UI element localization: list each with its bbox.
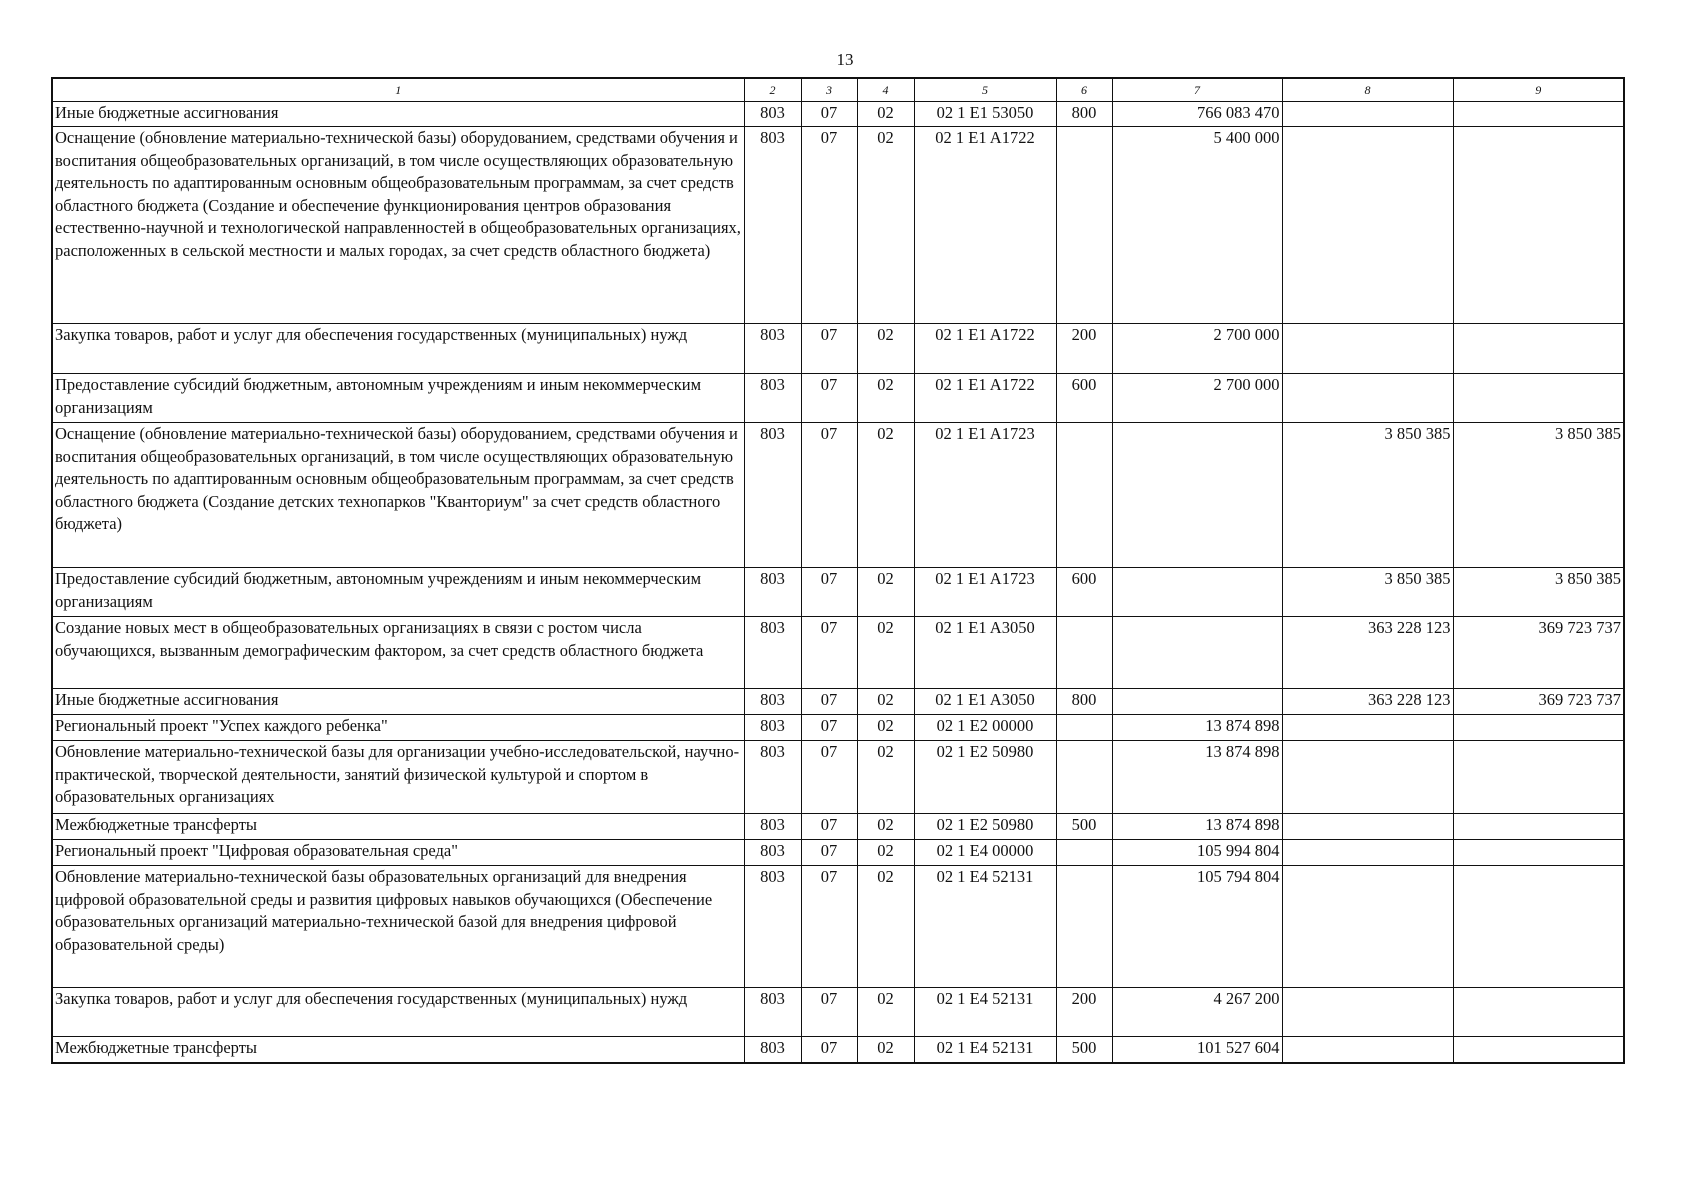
subsection-code: 02 — [857, 374, 914, 423]
target-article-code: 02 1 E2 00000 — [914, 715, 1056, 741]
table-row — [52, 102, 1624, 127]
column-header: 5 — [914, 78, 1056, 102]
table-header — [52, 78, 1624, 102]
section-code: 07 — [801, 568, 857, 617]
amount-col7: 13 874 898 — [1112, 715, 1282, 741]
table-row — [52, 127, 1624, 324]
subsection-code: 02 — [857, 617, 914, 689]
column-header: 7 — [1112, 78, 1282, 102]
amount-col8: 363 228 123 — [1282, 689, 1453, 715]
section-code: 07 — [801, 423, 857, 568]
amount-col7: 13 874 898 — [1112, 814, 1282, 840]
expense-type-code — [1056, 741, 1112, 814]
amount-col7: 2 700 000 — [1112, 324, 1282, 374]
target-article-code: 02 1 E1 A1722 — [914, 127, 1056, 324]
row-description: Оснащение (обновление материально-технической базы) оборудованием, средствами обучения и воспитания общеобразовательных организаций, в том числе осуществляющих образовательную деятельность по адаптированным основным общеобразовательным программам, за счет средств областного бюджета (Создание детских технопарков "Кванториум" за счет средств областного бюджета) — [52, 423, 744, 568]
amount-col8: 3 850 385 — [1282, 423, 1453, 568]
target-article-code: 02 1 E1 A1722 — [914, 374, 1056, 423]
section-code: 07 — [801, 866, 857, 988]
target-article-code: 02 1 E4 52131 — [914, 866, 1056, 988]
row-description: Оснащение (обновление материально-технической базы) оборудованием, средствами обучения и воспитания общеобразовательных организаций, в том числе осуществляющих образовательную деятельность по адаптированным основным общеобразовательным программам, за счет средств областного бюджета (Создание и обеспечение функционирования центров образования естественно-научной и технологической направленностей в общеобразовательных организациях, расположенных в сельской местности и малых городах, за счет средств областного бюджета) — [52, 127, 744, 324]
table-row — [52, 568, 1624, 617]
expense-type-code: 200 — [1056, 988, 1112, 1037]
expense-type-code — [1056, 715, 1112, 741]
section-code: 07 — [801, 689, 857, 715]
table-row — [52, 866, 1624, 988]
target-article-code: 02 1 E1 A1722 — [914, 324, 1056, 374]
section-code: 07 — [801, 617, 857, 689]
amount-col9 — [1453, 741, 1624, 814]
column-header: 2 — [744, 78, 801, 102]
amount-col9 — [1453, 840, 1624, 866]
amount-col9 — [1453, 127, 1624, 324]
row-description: Обновление материально-технической базы образовательных организаций для внедрения цифровой образовательной среды и развития цифровых навыков обучающихся (Обеспечение образовательных организаций материально-технической базой для внедрения цифровой образовательной среды) — [52, 866, 744, 988]
row-description: Иные бюджетные ассигнования — [52, 102, 744, 127]
ministry-code: 803 — [744, 689, 801, 715]
expense-type-code — [1056, 423, 1112, 568]
target-article-code: 02 1 E1 53050 — [914, 102, 1056, 127]
subsection-code: 02 — [857, 324, 914, 374]
table-row — [52, 423, 1624, 568]
ministry-code: 803 — [744, 127, 801, 324]
expense-type-code — [1056, 617, 1112, 689]
table-row — [52, 988, 1624, 1037]
ministry-code: 803 — [744, 423, 801, 568]
amount-col9: 369 723 737 — [1453, 689, 1624, 715]
subsection-code: 02 — [857, 814, 914, 840]
amount-col7: 105 794 804 — [1112, 866, 1282, 988]
row-description: Закупка товаров, работ и услуг для обеспечения государственных (муниципальных) нужд — [52, 988, 744, 1037]
amount-col9: 3 850 385 — [1453, 568, 1624, 617]
expense-type-code: 800 — [1056, 689, 1112, 715]
column-header: 4 — [857, 78, 914, 102]
amount-col7 — [1112, 689, 1282, 715]
table-row — [52, 1037, 1624, 1063]
column-header: 8 — [1282, 78, 1453, 102]
table-row — [52, 741, 1624, 814]
table-row — [52, 324, 1624, 374]
amount-col9 — [1453, 814, 1624, 840]
amount-col7: 2 700 000 — [1112, 374, 1282, 423]
target-article-code: 02 1 E1 A3050 — [914, 617, 1056, 689]
subsection-code: 02 — [857, 127, 914, 324]
column-number-row — [52, 78, 1624, 102]
row-description: Предоставление субсидий бюджетным, автономным учреждениям и иным некоммерческим организациям — [52, 374, 744, 423]
row-description: Иные бюджетные ассигнования — [52, 689, 744, 715]
amount-col8: 363 228 123 — [1282, 617, 1453, 689]
amount-col7: 105 994 804 — [1112, 840, 1282, 866]
ministry-code: 803 — [744, 715, 801, 741]
subsection-code: 02 — [857, 840, 914, 866]
expense-type-code: 800 — [1056, 102, 1112, 127]
amount-col8 — [1282, 814, 1453, 840]
row-description: Предоставление субсидий бюджетным, автономным учреждениям и иным некоммерческим организациям — [52, 568, 744, 617]
section-code: 07 — [801, 988, 857, 1037]
amount-col8 — [1282, 866, 1453, 988]
amount-col8 — [1282, 1037, 1453, 1063]
expense-type-code: 500 — [1056, 1037, 1112, 1063]
ministry-code: 803 — [744, 741, 801, 814]
expense-type-code: 200 — [1056, 324, 1112, 374]
amount-col9 — [1453, 324, 1624, 374]
subsection-code: 02 — [857, 568, 914, 617]
amount-col7 — [1112, 423, 1282, 568]
expense-type-code — [1056, 840, 1112, 866]
amount-col7: 766 083 470 — [1112, 102, 1282, 127]
ministry-code: 803 — [744, 617, 801, 689]
row-description: Межбюджетные трансферты — [52, 1037, 744, 1063]
amount-col8 — [1282, 102, 1453, 127]
subsection-code: 02 — [857, 988, 914, 1037]
column-header: 6 — [1056, 78, 1112, 102]
amount-col8: 3 850 385 — [1282, 568, 1453, 617]
expense-type-code: 600 — [1056, 374, 1112, 423]
amount-col8 — [1282, 988, 1453, 1037]
amount-col7: 101 527 604 — [1112, 1037, 1282, 1063]
amount-col7 — [1112, 617, 1282, 689]
ministry-code: 803 — [744, 814, 801, 840]
column-header: 1 — [52, 78, 744, 102]
amount-col8 — [1282, 127, 1453, 324]
amount-col8 — [1282, 324, 1453, 374]
expense-type-code: 600 — [1056, 568, 1112, 617]
ministry-code: 803 — [744, 324, 801, 374]
ministry-code: 803 — [744, 988, 801, 1037]
subsection-code: 02 — [857, 423, 914, 568]
amount-col7: 4 267 200 — [1112, 988, 1282, 1037]
table-row — [52, 840, 1624, 866]
target-article-code: 02 1 E1 A3050 — [914, 689, 1056, 715]
subsection-code: 02 — [857, 741, 914, 814]
target-article-code: 02 1 E2 50980 — [914, 741, 1056, 814]
section-code: 07 — [801, 814, 857, 840]
amount-col9 — [1453, 866, 1624, 988]
ministry-code: 803 — [744, 102, 801, 127]
amount-col9: 369 723 737 — [1453, 617, 1624, 689]
amount-col8 — [1282, 741, 1453, 814]
target-article-code: 02 1 E4 52131 — [914, 988, 1056, 1037]
amount-col7 — [1112, 568, 1282, 617]
section-code: 07 — [801, 374, 857, 423]
row-description: Создание новых мест в общеобразовательных организациях в связи с ростом числа обучающихся, вызванным демографическим фактором, за счет средств областного бюджета — [52, 617, 744, 689]
table-row — [52, 689, 1624, 715]
section-code: 07 — [801, 1037, 857, 1063]
amount-col8 — [1282, 840, 1453, 866]
table-row — [52, 617, 1624, 689]
amount-col9 — [1453, 1037, 1624, 1063]
row-description: Обновление материально-технической базы для организации учебно-исследовательской, научно-практической, творческой деятельности, занятий физической культурой и спортом в образовательных организациях — [52, 741, 744, 814]
subsection-code: 02 — [857, 102, 914, 127]
section-code: 07 — [801, 102, 857, 127]
expense-type-code — [1056, 127, 1112, 324]
table-row — [52, 814, 1624, 840]
amount-col9 — [1453, 102, 1624, 127]
amount-col7: 13 874 898 — [1112, 741, 1282, 814]
section-code: 07 — [801, 741, 857, 814]
row-description: Закупка товаров, работ и услуг для обеспечения государственных (муниципальных) нужд — [52, 324, 744, 374]
target-article-code: 02 1 E1 A1723 — [914, 423, 1056, 568]
expense-type-code: 500 — [1056, 814, 1112, 840]
column-header: 9 — [1453, 78, 1624, 102]
amount-col9 — [1453, 715, 1624, 741]
table-row — [52, 715, 1624, 741]
ministry-code: 803 — [744, 568, 801, 617]
subsection-code: 02 — [857, 715, 914, 741]
amount-col8 — [1282, 715, 1453, 741]
subsection-code: 02 — [857, 689, 914, 715]
ministry-code: 803 — [744, 374, 801, 423]
section-code: 07 — [801, 127, 857, 324]
amount-col7: 5 400 000 — [1112, 127, 1282, 324]
ministry-code: 803 — [744, 840, 801, 866]
row-description: Межбюджетные трансферты — [52, 814, 744, 840]
section-code: 07 — [801, 715, 857, 741]
amount-col9: 3 850 385 — [1453, 423, 1624, 568]
section-code: 07 — [801, 840, 857, 866]
amount-col8 — [1282, 374, 1453, 423]
row-description: Региональный проект "Цифровая образовательная среда" — [52, 840, 744, 866]
amount-col9 — [1453, 988, 1624, 1037]
amount-col9 — [1453, 374, 1624, 423]
page-number: 13 — [836, 50, 854, 69]
ministry-code: 803 — [744, 1037, 801, 1063]
column-header: 3 — [801, 78, 857, 102]
target-article-code: 02 1 E1 A1723 — [914, 568, 1056, 617]
section-code: 07 — [801, 324, 857, 374]
target-article-code: 02 1 E4 00000 — [914, 840, 1056, 866]
target-article-code: 02 1 E4 52131 — [914, 1037, 1056, 1063]
subsection-code: 02 — [857, 1037, 914, 1063]
row-description: Региональный проект "Успех каждого ребенка" — [52, 715, 744, 741]
table-row — [52, 374, 1624, 423]
ministry-code: 803 — [744, 866, 801, 988]
target-article-code: 02 1 E2 50980 — [914, 814, 1056, 840]
budget-table — [51, 77, 1625, 1064]
subsection-code: 02 — [857, 866, 914, 988]
expense-type-code — [1056, 866, 1112, 988]
